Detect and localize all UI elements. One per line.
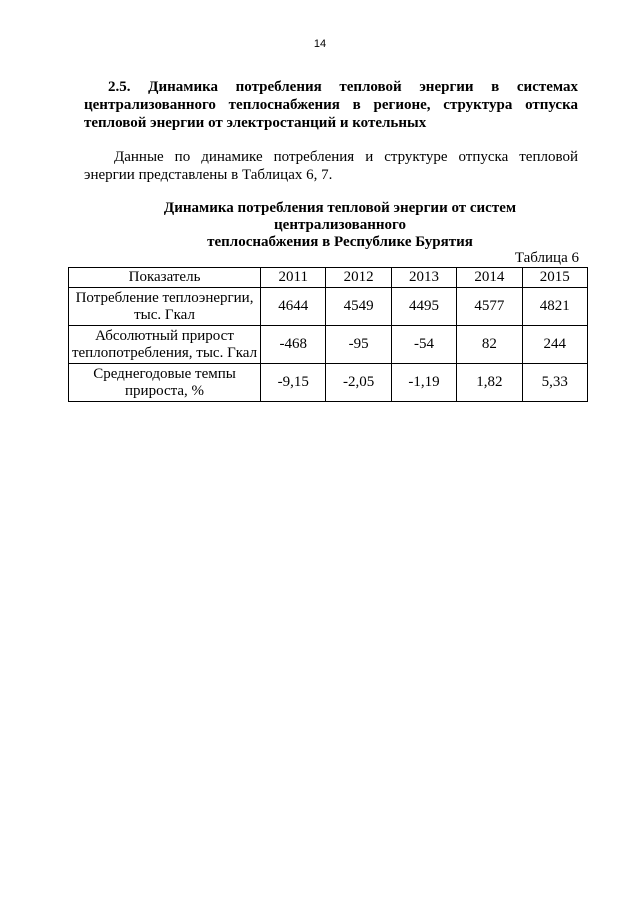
row-label: Потребление теплоэнергии, тыс. Гкал	[69, 288, 261, 326]
table-cell: -9,15	[261, 364, 326, 402]
table-row	[69, 364, 588, 402]
table-title-line: централизованного	[274, 217, 406, 233]
table-title-line: теплоснабжения в Республике Бурятия	[207, 234, 473, 250]
table-cell: 4549	[326, 288, 391, 326]
table-row	[69, 288, 588, 326]
table-header-row	[69, 268, 588, 288]
table-cell: 82	[457, 326, 522, 364]
table-cell: 4577	[457, 288, 522, 326]
header-cell-year: 2014	[457, 268, 522, 288]
table-cell: -2,05	[326, 364, 391, 402]
table-cell: -95	[326, 326, 391, 364]
header-cell-year: 2013	[391, 268, 456, 288]
page-number: 14	[313, 38, 327, 50]
header-cell-year: 2012	[326, 268, 391, 288]
section-heading	[84, 78, 578, 132]
table-cell: -468	[261, 326, 326, 364]
table-cell: 4821	[522, 288, 587, 326]
table-cell: 5,33	[522, 364, 587, 402]
table-cell: 4495	[391, 288, 456, 326]
consumption-table	[68, 267, 588, 402]
table-cell: -1,19	[391, 364, 456, 402]
header-cell-indicator: Показатель	[69, 268, 261, 288]
table-title	[150, 200, 530, 251]
table-cell: -54	[391, 326, 456, 364]
table-title-line: Динамика потребления тепловой энергии от систем	[163, 200, 517, 216]
table-cell: 4644	[261, 288, 326, 326]
table-cell: 1,82	[457, 364, 522, 402]
section-number: 2.5.	[108, 79, 131, 95]
row-label: Среднегодовые темпы прироста, %	[69, 364, 261, 402]
intro-paragraph: Данные по динамике потребления и структуре отпуска тепловой энергии представлены в Таблицах 6, 7.	[84, 149, 578, 183]
header-cell-year: 2015	[522, 268, 587, 288]
table-cell: 244	[522, 326, 587, 364]
table-caption: Таблица 6	[514, 250, 579, 266]
header-cell-year: 2011	[261, 268, 326, 288]
table-row	[69, 326, 588, 364]
section-title: Динамика потребления тепловой энергии в системах централизованного теплоснабжения в регионе, структура отпуска тепловой энергии от электростанций и котельных	[84, 79, 578, 131]
row-label: Абсолютный прирост теплопотребления, тыс. Гкал	[69, 326, 261, 364]
